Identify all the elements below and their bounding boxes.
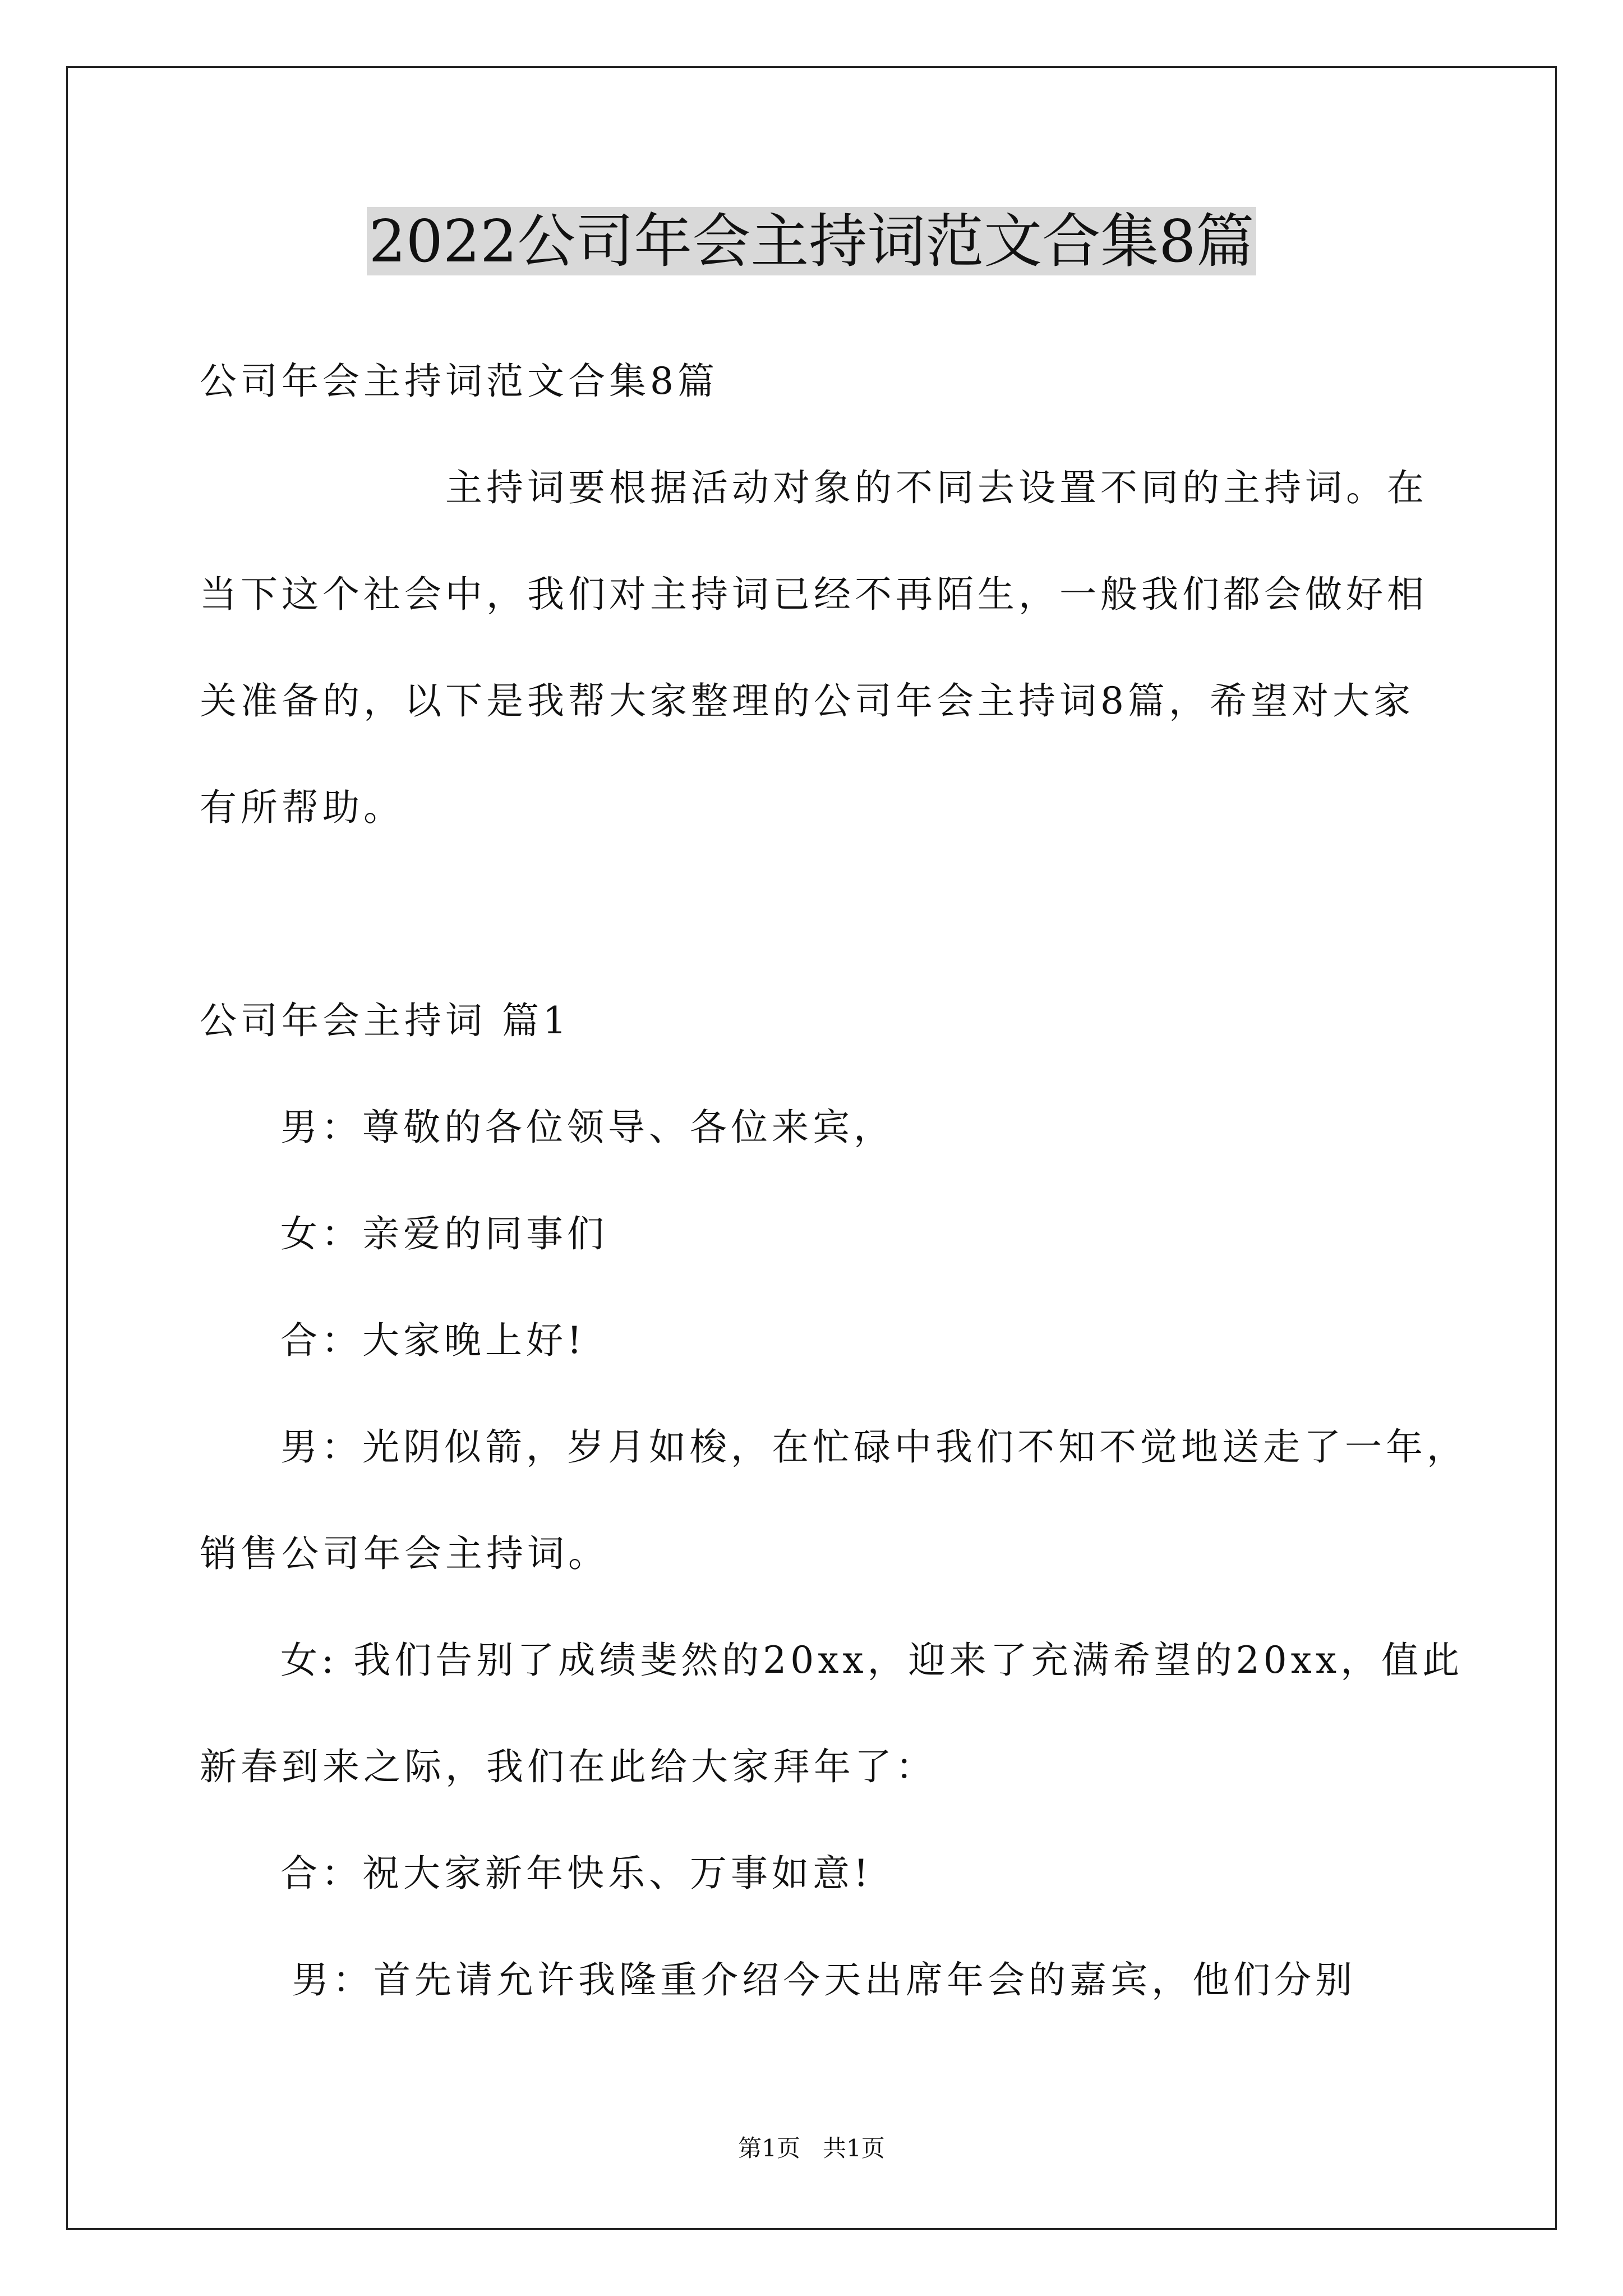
body-line: 男：光阴似箭，岁月如梭，在忙碌中我们不知不觉地送走了一年， [280,1425,1468,1469]
intro-line: 关准备的，以下是我帮大家整理的公司年会主持词8篇，希望对大家 [200,679,1414,723]
document-title [0,202,1623,280]
body-line: 女：亲爱的同事们 [280,1212,608,1255]
body-line: 合：大家晚上好! [280,1319,586,1362]
page-footer: 第1页 共1页 [738,2134,885,2162]
body-line: 男：首先请允许我隆重介绍今天出席年会的嘉宾，他们分别 [292,1958,1356,2001]
body-line: 新春到来之际，我们在此给大家拜年了： [200,1745,937,1788]
document-subtitle: 公司年会主持词范文合集8篇 [200,360,718,403]
body-line: 销售公司年会主持词。 [200,1532,609,1575]
section-heading: 公司年会主持词 篇1 [200,999,570,1042]
document-title-text: 2022公司年会主持词范文合集8篇 [367,207,1257,275]
intro-line: 当下这个社会中，我们对主持词已经不再陌生，一般我们都会做好相 [200,573,1428,616]
intro-line: 主持词要根据活动对象的不同去设置不同的主持词。在 [445,466,1428,509]
body-line: 合：祝大家新年快乐、万事如意! [280,1852,873,1895]
intro-line: 有所帮助。 [200,786,404,829]
body-line: 男：尊敬的各位领导、各位来宾， [280,1106,895,1149]
body-line: 女: 我们告别了成绩斐然的20xx，迎来了充满希望的20xx，值此 [280,1639,1464,1682]
